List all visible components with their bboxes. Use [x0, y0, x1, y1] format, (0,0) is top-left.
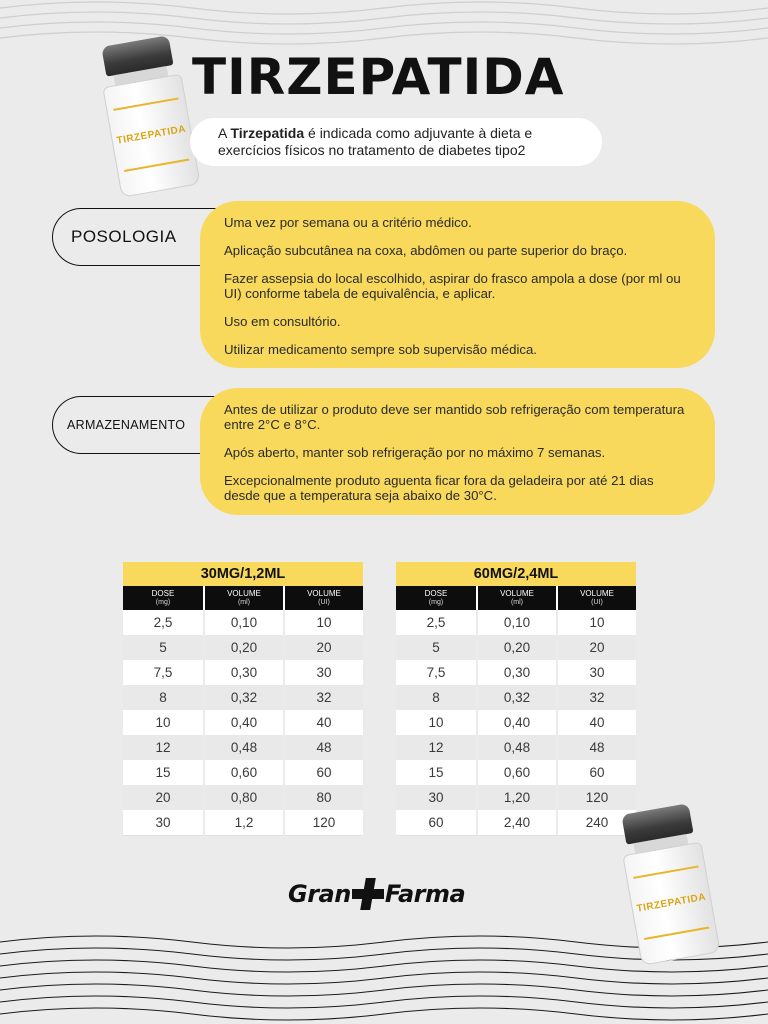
table-row	[396, 785, 636, 810]
volume-ml-cell: 0,30	[476, 660, 556, 686]
volume-ml-cell: 0,10	[476, 610, 556, 636]
dose-cell: 5	[123, 635, 203, 661]
armazenamento-box	[200, 388, 715, 515]
vial-bottle	[102, 74, 200, 198]
posologia-box	[200, 201, 715, 368]
armazenamento-item: Excepcionalmente produto aguenta ficar fora da geladeira por até 21 dias desde que a temperatura seja abaixo de 30°C.	[224, 473, 654, 503]
header-dose: DOSE (mg)	[151, 589, 175, 606]
dose-cell: 10	[396, 710, 476, 736]
dose-table-60mg	[396, 562, 636, 835]
table-row	[396, 760, 636, 785]
table-title: 60MG/2,4ML	[396, 562, 636, 586]
dose-cell: 2,5	[123, 610, 203, 636]
volume-ml-cell: 0,40	[203, 710, 283, 736]
volume-ui-cell: 32	[556, 685, 636, 711]
header-volume-ml: VOLUME (ml)	[476, 586, 556, 610]
header-volume-ml: VOLUME (ml)	[203, 586, 283, 610]
volume-ml-cell: 1,20	[476, 785, 556, 811]
volume-ml-cell: 0,32	[203, 685, 283, 711]
volume-ui-cell: 20	[283, 635, 363, 661]
dose-cell: 10	[123, 710, 203, 736]
volume-ml-cell: 2,40	[476, 810, 556, 836]
intro-prefix: A	[218, 125, 231, 141]
table-header	[123, 586, 363, 610]
volume-ml-cell: 0,40	[476, 710, 556, 736]
dose-cell: 15	[396, 760, 476, 786]
volume-ml-cell: 0,32	[476, 685, 556, 711]
volume-ui-cell: 240	[556, 810, 636, 836]
volume-ml-cell: 0,48	[203, 735, 283, 761]
volume-ui-cell: 40	[283, 710, 363, 736]
table-row	[123, 610, 363, 635]
intro-suffix: é indicada como adjuvante à dieta e exercícios físicos no tratamento de diabetes tipo2	[218, 125, 533, 158]
dose-cell: 5	[396, 635, 476, 661]
vial-label	[633, 865, 709, 939]
logo-text-gran: Gran	[288, 880, 351, 908]
volume-ml-cell: 1,2	[203, 810, 283, 836]
table-row	[123, 710, 363, 735]
volume-ml-cell: 0,10	[203, 610, 283, 636]
volume-ml-cell: 0,30	[203, 660, 283, 686]
dose-cell: 15	[123, 760, 203, 786]
volume-ui-cell: 30	[283, 660, 363, 686]
dose-cell: 2,5	[396, 610, 476, 636]
dose-cell: 7,5	[123, 660, 203, 686]
armazenamento-label: ARMAZENAMENTO	[67, 418, 186, 432]
header-volume-ui: VOLUME (UI)	[556, 586, 636, 610]
table-row	[396, 710, 636, 735]
volume-ui-cell: 48	[556, 735, 636, 761]
table-row	[396, 685, 636, 710]
page-title: TIRZEPATIDA	[192, 48, 565, 106]
volume-ui-cell: 10	[283, 610, 363, 636]
posologia-item: Uso em consultório.	[224, 314, 341, 329]
granfarma-logo	[288, 874, 488, 914]
dose-cell: 12	[123, 735, 203, 761]
table-row	[123, 735, 363, 760]
dose-cell: 8	[123, 685, 203, 711]
intro-drug-name: Tirzepatida	[230, 125, 305, 141]
volume-ui-cell: 80	[283, 785, 363, 811]
volume-ui-cell: 60	[283, 760, 363, 786]
posologia-item: Utilizar medicamento sempre sob supervisão médica.	[224, 342, 537, 357]
logo-text-farma: Farma	[384, 880, 466, 908]
posologia-item: Fazer assepsia do local escolhido, aspirar do frasco ampola a dose (por ml ou UI) conforme tabela de equivalência, e aplicar.	[224, 271, 681, 301]
table-row	[123, 810, 363, 835]
table-body	[123, 610, 363, 835]
dose-cell: 12	[396, 735, 476, 761]
volume-ui-cell: 32	[283, 685, 363, 711]
table-row	[396, 610, 636, 635]
armazenamento-item: Após aberto, manter sob refrigeração por no máximo 7 semanas.	[224, 445, 606, 460]
posologia-item: Aplicação subcutânea na coxa, abdômen ou parte superior do braço.	[224, 243, 628, 258]
header-volume-ui: VOLUME (UI)	[283, 586, 363, 610]
table-header	[396, 586, 636, 610]
dose-cell: 30	[396, 785, 476, 811]
volume-ui-cell: 120	[283, 810, 363, 836]
volume-ui-cell: 120	[556, 785, 636, 811]
volume-ui-cell: 60	[556, 760, 636, 786]
plus-cross-icon	[352, 878, 384, 910]
vial-label-text: TIRZEPATIDA	[115, 123, 187, 147]
volume-ml-cell: 0,80	[203, 785, 283, 811]
table-row	[123, 785, 363, 810]
volume-ui-cell: 30	[556, 660, 636, 686]
armazenamento-item: Antes de utilizar o produto deve ser mantido sob refrigeração com temperatura entre 2°C e 8°C.	[224, 402, 685, 432]
table-body	[396, 610, 636, 835]
volume-ml-cell: 0,20	[476, 635, 556, 661]
table-row	[123, 635, 363, 660]
volume-ml-cell: 0,20	[203, 635, 283, 661]
table-row	[396, 735, 636, 760]
table-row	[123, 660, 363, 685]
volume-ml-cell: 0,60	[476, 760, 556, 786]
posologia-label: POSOLOGIA	[71, 227, 177, 246]
table-row	[396, 660, 636, 685]
vial-label	[113, 97, 189, 171]
table-row	[396, 635, 636, 660]
posologia-item: Uma vez por semana ou a critério médico.	[224, 215, 472, 230]
dose-cell: 60	[396, 810, 476, 836]
volume-ui-cell: 40	[556, 710, 636, 736]
dose-cell: 7,5	[396, 660, 476, 686]
table-title: 30MG/1,2ML	[123, 562, 363, 586]
table-row	[123, 685, 363, 710]
header-dose: DOSE (mg)	[424, 589, 448, 606]
dose-cell: 8	[396, 685, 476, 711]
table-row	[123, 760, 363, 785]
intro-pill	[190, 118, 602, 166]
vial-label-text: TIRZEPATIDA	[635, 891, 707, 915]
volume-ui-cell: 10	[556, 610, 636, 636]
volume-ml-cell: 0,60	[203, 760, 283, 786]
volume-ui-cell: 48	[283, 735, 363, 761]
dose-table-30mg	[123, 562, 363, 835]
volume-ml-cell: 0,48	[476, 735, 556, 761]
dose-cell: 30	[123, 810, 203, 836]
table-row	[396, 810, 636, 835]
volume-ui-cell: 20	[556, 635, 636, 661]
intro-text	[218, 125, 582, 159]
dose-cell: 20	[123, 785, 203, 811]
